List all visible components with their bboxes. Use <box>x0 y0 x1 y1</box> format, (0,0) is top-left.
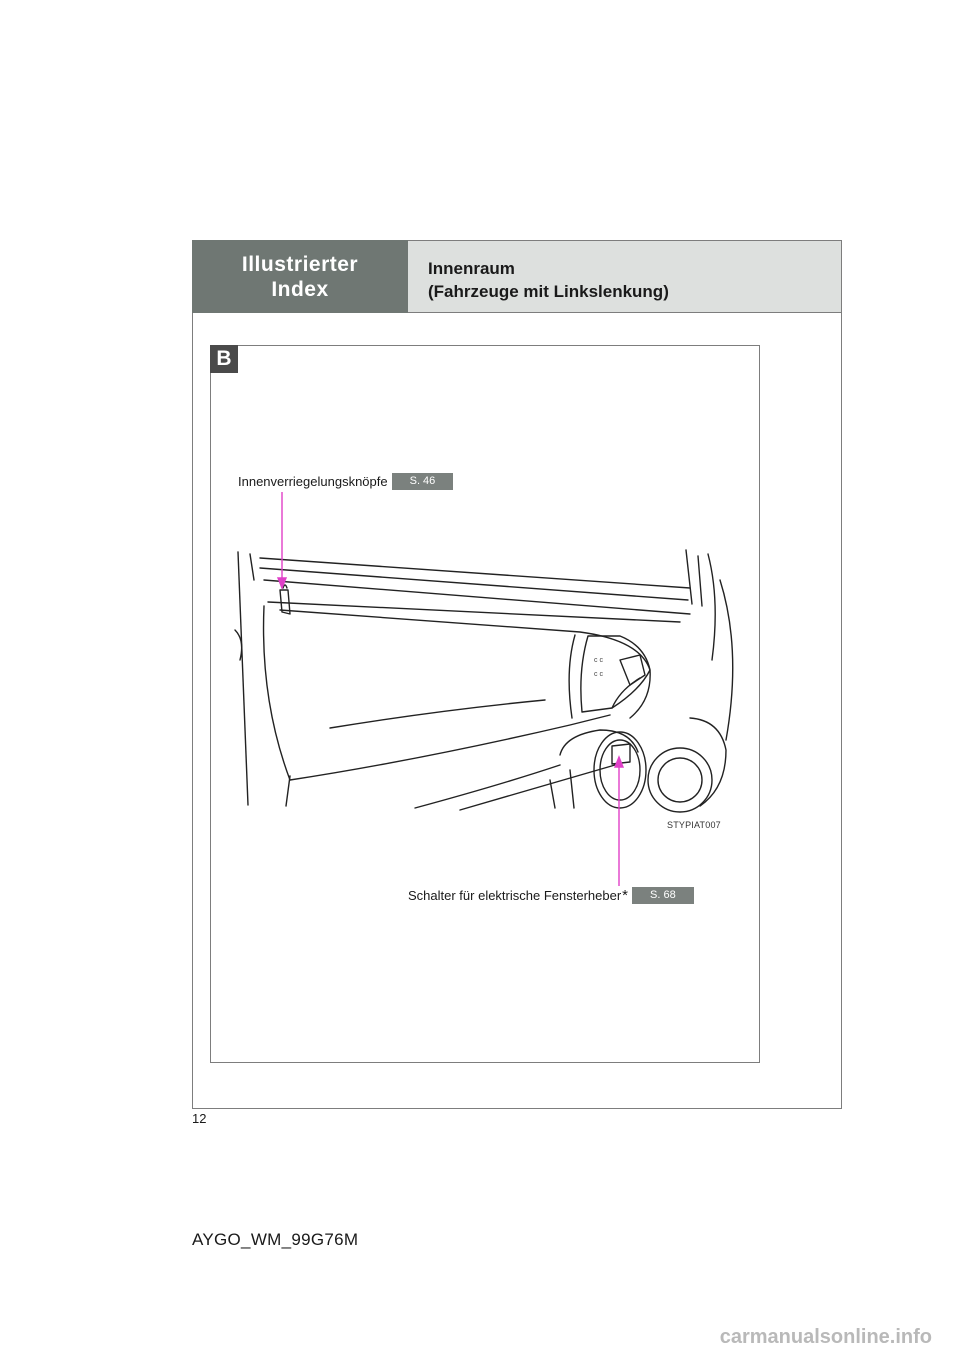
page-number: 12 <box>192 1111 207 1126</box>
section-tab <box>192 240 408 313</box>
document-code: AYGO_WM_99G76M <box>192 1230 359 1249</box>
page-title-bar <box>408 240 842 313</box>
callout-label: Innenverriegelungsknöpfe <box>238 474 388 489</box>
callout-door-lock[interactable] <box>238 473 453 490</box>
figure-badge: B <box>210 345 238 373</box>
page-subtitle: (Fahrzeuge mit Linkslenkung) <box>428 282 669 301</box>
page-ref-badge[interactable]: S. 68 <box>632 887 694 904</box>
page-ref-badge[interactable]: S. 46 <box>392 473 454 490</box>
svg-text:c c: c c <box>594 671 603 678</box>
watermark: carmanualsonline.info <box>719 1326 932 1348</box>
asterisk-mark: * <box>622 887 628 904</box>
callout-window-switch[interactable] <box>408 887 694 904</box>
page-title: Innenraum <box>428 259 515 278</box>
door-interior-illustration <box>220 540 740 830</box>
image-code: STYPIAT007 <box>667 820 721 830</box>
callout-label: Schalter für elektrische Fensterheber <box>408 888 622 903</box>
section-title-line1: Illustrierter <box>241 252 359 276</box>
section-title-line2: Index <box>271 277 329 301</box>
svg-text:c c: c c <box>594 657 603 664</box>
